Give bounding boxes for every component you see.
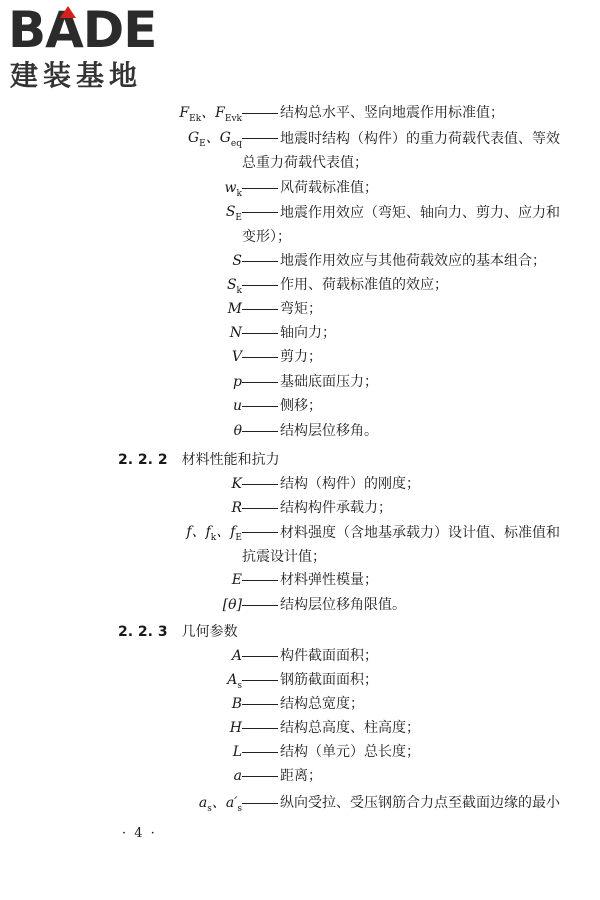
symbol-description: 材料强度（含地基承载力）设计值、标准值和抗震设计值； <box>242 525 560 565</box>
symbol-description: 风荷载标准值； <box>280 180 378 196</box>
symbol-description: 结构总水平、竖向地震作用标准值； <box>280 105 504 121</box>
symbol: K <box>231 476 242 492</box>
symbol-description: 地震作用效应（弯矩、轴向力、剪力、应力和变形）； <box>242 205 560 245</box>
section-number: 2. 2. 3 <box>118 624 168 640</box>
symbol: M <box>227 301 242 317</box>
symbol: L <box>232 744 242 760</box>
symbol: B <box>231 696 242 712</box>
symbol-description: 侧移； <box>280 398 322 414</box>
symbol: S <box>232 253 242 269</box>
page-number: · 4 · <box>122 826 157 841</box>
symbol-description: 结构层位移角限值。 <box>280 597 406 613</box>
symbol-description: 结构（单元）总长度； <box>280 744 420 760</box>
symbol: E <box>231 572 242 588</box>
symbol-description: 轴向力； <box>280 325 336 341</box>
symbol: $S_k$ <box>226 277 242 296</box>
symbol-description: 结构总高度、柱高度； <box>280 720 420 736</box>
symbol: V <box>231 349 242 365</box>
symbol: N <box>229 325 242 341</box>
bade-logo <box>8 2 178 94</box>
symbol: $w_k$ <box>224 180 242 199</box>
section-heading-2-2-2 <box>118 449 280 471</box>
symbol-description: 地震时结构（构件）的重力荷载代表值、等效总重力荷载代表值； <box>242 131 560 171</box>
symbol: p <box>233 374 242 390</box>
symbol: $F_{Ek}$、$F_{Evk}$ <box>179 105 242 124</box>
symbol-description: 结构构件承载力； <box>280 500 392 516</box>
symbol-description: 结构层位移角。 <box>280 423 378 439</box>
logo-wordmark: BADE <box>8 1 157 59</box>
section-title: 材料性能和抗力 <box>181 452 280 468</box>
symbol-description: 钢筋截面面积； <box>280 672 378 688</box>
symbol: a <box>233 768 242 784</box>
symbol-description: 地震作用效应与其他荷载效应的基本组合； <box>280 253 546 269</box>
section-title: 几何参数 <box>181 624 238 640</box>
symbol-description: 结构总宽度； <box>280 696 364 712</box>
symbol-description: 结构（构件）的刚度； <box>280 476 420 492</box>
logo-accent-triangle-icon <box>60 6 76 18</box>
symbol-description: 弯矩； <box>280 301 322 317</box>
symbol: $A_s$ <box>227 672 242 691</box>
symbol-description: 构件截面面积； <box>280 648 378 664</box>
symbol-description: 剪力； <box>280 349 322 365</box>
symbol: H <box>229 720 242 736</box>
section-heading-2-2-3 <box>118 621 238 643</box>
symbol-description: 基础底面压力； <box>280 374 378 390</box>
symbol: [θ] <box>222 597 242 613</box>
symbol: R <box>231 500 242 516</box>
symbol-description: 纵向受拉、受压钢筋合力点至截面边缘的最小 <box>280 795 560 811</box>
symbol: $G_E$、$G_{eq}$ <box>187 130 242 149</box>
symbol: θ <box>233 423 242 439</box>
symbol-description: 材料弹性模量； <box>280 572 378 588</box>
symbol: f、$f_k$、$f_E$ <box>186 524 242 543</box>
symbol-description: 距离； <box>280 768 322 784</box>
symbol-description: 作用、荷载标准值的效应； <box>280 277 448 293</box>
logo-subtitle: 建装基地 <box>10 59 143 92</box>
symbol: u <box>232 398 242 414</box>
symbol: A <box>231 648 242 664</box>
symbol: $a_s$、$a'_s$ <box>198 795 242 814</box>
section-number: 2. 2. 2 <box>118 452 168 468</box>
symbol: $S_E$ <box>225 204 242 223</box>
